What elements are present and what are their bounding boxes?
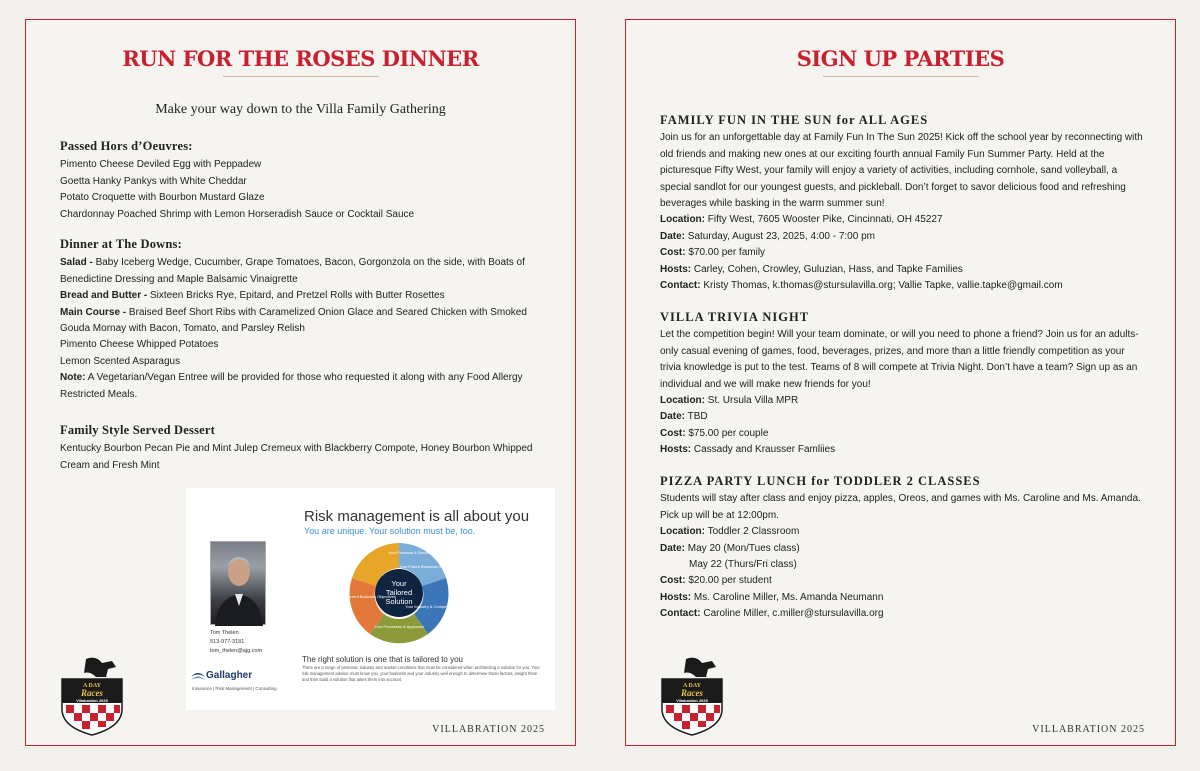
event-location xyxy=(660,393,1145,409)
page-footer: VILLABRATION 2025 xyxy=(1032,724,1145,735)
ad-bottom-title: The right solution is one that is tailored to you xyxy=(302,655,463,664)
solution-wheel xyxy=(336,538,455,648)
section-heading: FAMILY FUN IN THE SUN for ALL AGES xyxy=(660,113,929,127)
section-heading: VILLA TRIVIA NIGHT xyxy=(660,310,810,324)
field-value: $70.00 per family xyxy=(685,247,766,259)
field-label: Hosts: xyxy=(660,591,692,603)
event-contact xyxy=(660,606,1145,622)
menu-item: Chardonnay Poached Shrimp with Lemon Horseradish Sauce or Cocktail Sauce xyxy=(60,208,415,220)
section-heading: Passed Hors d’Oeuvres: xyxy=(60,139,193,153)
event-location xyxy=(660,524,1145,540)
event-date xyxy=(660,409,1145,425)
field-label: Hosts: xyxy=(660,263,692,275)
note-label: Note: xyxy=(60,372,86,384)
advisor-name: Tom Thelen xyxy=(210,630,239,636)
field-label: Cost: xyxy=(660,247,686,259)
section-heading: Dinner at The Downs: xyxy=(60,237,182,251)
field-value: Caroline Miller, c.miller@stursulavilla.org xyxy=(700,608,884,620)
advertisement xyxy=(186,488,555,710)
field-value: Ms. Caroline Miller, Ms. Amanda Neumann xyxy=(691,591,884,603)
field-value: St. Ursula Villa MPR xyxy=(705,395,799,407)
logo-text: A DAY xyxy=(83,683,101,689)
field-value: May 20 (Mon/Tues class) xyxy=(685,542,800,554)
gallagher-logo-icon xyxy=(190,671,206,682)
menu-item xyxy=(60,255,545,288)
event-date xyxy=(660,541,1145,557)
event-location xyxy=(660,212,1145,228)
menu-item xyxy=(60,288,545,304)
field-value: Saturday, August 23, 2025, 4:00 - 7:00 pm xyxy=(685,230,875,242)
family-fun-section xyxy=(660,112,1145,294)
field-label: Contact: xyxy=(660,280,701,292)
menu-label: Main Course - xyxy=(60,306,127,318)
field-value: TBD xyxy=(685,411,708,423)
menu-label: Salad - xyxy=(60,257,93,269)
wheel-segment-label: Your Future Business Goals xyxy=(399,564,449,569)
field-value: Fifty West, 7605 Wooster Pike, Cincinnati, OH 45227 xyxy=(705,214,943,226)
ad-title: Risk management is all about you xyxy=(304,508,530,525)
ad-tagline: You are unique. Your solution must be, too. xyxy=(304,526,476,536)
menu-item: Lemon Scented Asparagus xyxy=(60,355,181,367)
ad-bottom-text: There are a range of personal, industry and market conditions that must be considered when architecting a solution for you. Your risk management advisor must know you, your business and your industry well enough to determine those factors, weight them and then build a solution that takes them into account. xyxy=(302,665,540,682)
left-page xyxy=(25,19,576,746)
menu-item: Pimento Cheese Whipped Potatoes xyxy=(60,339,219,351)
field-label: Hosts: xyxy=(660,444,692,456)
villabration-logo-icon xyxy=(656,657,728,737)
menu-note xyxy=(60,370,545,403)
wheel-segment-label: Your Current Business Objectives xyxy=(336,594,396,599)
field-label: Date: xyxy=(660,230,686,242)
event-hosts xyxy=(660,442,1145,458)
right-page xyxy=(625,19,1176,746)
event-description: Join us for an unforgettable day at Family Fun In The Sun 2025! Kick off the school year by reconnecting with old friends and making new ones at our exciting fourth annual Family Fun Summer Party. Held at the picturesque Fifty West, your family will enjoy a variety of activities, including cornhole, sand volleyball, a special sandlot for our youngest guests, and pickleball. Don’t forget to savor delicious food and refreshing beverages while basking in the warm summer sun! xyxy=(660,132,1143,210)
section-heading: Family Style Served Dessert xyxy=(60,423,216,437)
event-cost xyxy=(660,426,1145,442)
ad-brand: Gallagher xyxy=(206,670,253,681)
title-divider xyxy=(823,76,979,77)
logo-text: Villabration 2025 xyxy=(676,698,708,703)
field-value: Carley, Cohen, Crowley, Guluzian, Hass, and Tapke Families xyxy=(691,263,963,275)
wheel-center-text: Your xyxy=(391,579,407,588)
pizza-party-section xyxy=(660,473,1145,623)
event-description: Students will stay after class and enjoy pizza, apples, Oreos, and games with Ms. Caroline and Ms. Amanda. Pick up will be at 12:00pm. xyxy=(660,493,1141,521)
event-hosts xyxy=(660,262,1145,278)
event-description: Let the competition begin! Will your team dominate, or will you need to phone a friend? Join us for an adults-only casual evening of games, food, beverages, prizes, and more than a little friendly competition as your trivia knowledge is put to the test. Teams of 8 will compete at Trivia Night. Don’t have a team? Sign up as an individual and we will make new friends for you! xyxy=(660,329,1139,390)
field-label: Location: xyxy=(660,526,705,538)
event-date-second: May 22 (Thurs/Fri class) xyxy=(689,559,797,571)
event-cost xyxy=(660,245,1145,261)
dinner-section xyxy=(60,236,545,403)
field-value: Cassady and Krausser Famliies xyxy=(691,444,836,456)
hors-section xyxy=(60,138,545,223)
field-label: Location: xyxy=(660,214,705,226)
advisor-photo xyxy=(210,541,266,625)
field-label: Date: xyxy=(660,411,686,423)
wheel-segment-label: Your Products & Services xyxy=(388,550,434,555)
dessert-section xyxy=(60,422,545,474)
menu-item: Kentucky Bourbon Pecan Pie and Mint Julep Cremeux with Blackberry Compote, Honey Bourbon Whipped Cream and Fresh Mint xyxy=(60,443,533,471)
field-label: Date: xyxy=(660,542,686,554)
field-value: Kristy Thomas, k.thomas@stursulavilla.org; Vallie Tapke, vallie.tapke@gmail.com xyxy=(700,280,1063,292)
field-label: Contact: xyxy=(660,608,701,620)
advisor-email: tom_thelen@ajg.com xyxy=(210,648,263,654)
wheel-segment-label: Your Industry & Competition xyxy=(405,604,455,609)
wheel-segment-label: Your Processes & Approach xyxy=(374,624,424,629)
page-title: SIGN UP PARTIES xyxy=(796,46,1005,71)
field-label: Cost: xyxy=(660,427,686,439)
note-text: A Vegetarian/Vegan Entree will be provided for those who requested it along with any Food Allergy Restricted Meals. xyxy=(60,372,523,400)
logo-text: A DAY xyxy=(683,683,701,689)
field-label: Cost: xyxy=(660,575,686,587)
event-cost xyxy=(660,573,1145,589)
menu-item: Goetta Hanky Pankys with White Cheddar xyxy=(60,175,247,187)
page-subtitle: Make your way down to the Villa Family Gathering xyxy=(155,102,446,117)
trivia-section xyxy=(660,309,1145,459)
page-footer: VILLABRATION 2025 xyxy=(432,724,545,735)
wheel-center-text: Tailored xyxy=(385,588,413,597)
section-heading: PIZZA PARTY LUNCH for TODDLER 2 CLASSES xyxy=(660,474,981,488)
menu-text: Braised Beef Short Ribs with Caramelized Onion Glace and Seared Chicken with Smoked Gouda Mornay with Bacon, Tomato, and Parsley Relish xyxy=(60,306,527,335)
title-divider xyxy=(223,76,379,77)
menu-item: Pimento Cheese Deviled Egg with Peppadew xyxy=(60,159,262,171)
logo-text: Races xyxy=(681,688,703,698)
page-title: RUN FOR THE ROSES DINNER xyxy=(122,46,479,71)
ad-brand-sub: Insurance | Risk Management | Consulting xyxy=(192,686,277,691)
menu-item: Potato Croquette with Bourbon Mustard Glaze xyxy=(60,192,265,204)
logo-text: Villabration 2025 xyxy=(76,698,108,703)
field-value: $20.00 per student xyxy=(685,575,772,587)
menu-label: Bread and Butter - xyxy=(60,290,148,302)
event-hosts xyxy=(660,590,1145,606)
field-value: $75.00 per couple xyxy=(685,427,769,439)
wheel-center-text: Solution xyxy=(385,597,413,606)
field-label: Location: xyxy=(660,395,705,407)
logo-text: Races xyxy=(81,688,103,698)
advisor-phone: 513-977-3181 xyxy=(210,639,245,645)
menu-text: Sixteen Bricks Rye, Epitard, and Pretzel Rolls with Butter Rosettes xyxy=(147,290,445,302)
menu-text: Baby Iceberg Wedge, Cucumber, Grape Tomatoes, Bacon, Gorgonzola on the side, with Boats of Benedictine Dressing and Maple Balsamic Vinaigrette xyxy=(60,257,525,285)
event-date xyxy=(660,229,1145,245)
field-value: Toddler 2 Classroom xyxy=(705,526,800,538)
event-contact xyxy=(660,278,1145,294)
menu-item xyxy=(60,305,545,338)
advisor-contact xyxy=(210,629,262,656)
villabration-logo-icon xyxy=(56,657,128,737)
